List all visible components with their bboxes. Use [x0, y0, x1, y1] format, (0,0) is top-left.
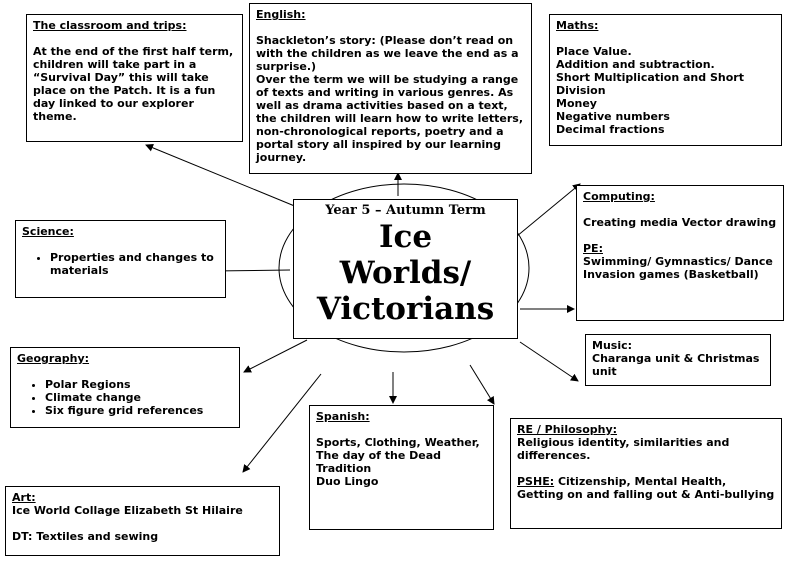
science-list — [22, 251, 219, 277]
english-box — [249, 3, 532, 174]
pshe-heading: PSHE: — [517, 475, 555, 488]
pe-heading: PE: — [583, 242, 603, 255]
spanish-heading: Spanish: — [316, 410, 370, 423]
classroom-heading: The classroom and trips: — [33, 19, 187, 32]
re-text: Religious identity, similarities and differences. — [517, 436, 730, 462]
pshe-text: Citizenship, Mental Health, Getting on and falling out & Anti-bullying — [517, 475, 775, 501]
spanish-text: Sports, Clothing, Weather, The day of the Dead Tradition — [316, 436, 480, 475]
pe-text-games: Invasion games (Basketball) — [583, 268, 759, 281]
art-box — [5, 486, 280, 556]
geography-item: • Climate change — [45, 391, 233, 404]
art-text: Ice World Collage Elizabeth St Hilaire — [12, 504, 243, 517]
arrow-to-re — [470, 365, 494, 404]
maths-item: Decimal fractions — [556, 123, 665, 136]
maths-item: Addition and subtraction. — [556, 58, 715, 71]
spanish-box — [309, 405, 494, 530]
topic-title-line: Victorians — [316, 291, 495, 327]
music-heading: Music: — [592, 339, 633, 352]
english-text-story: Shackleton’s story: (Please don’t read on with the children as we leave the end as a surprise.) — [256, 34, 519, 73]
center-title-box — [293, 199, 518, 339]
science-heading: Science: — [22, 225, 74, 238]
english-heading: English: — [256, 8, 306, 21]
pe-text: Swimming/ Gymnastics/ Dance — [583, 255, 773, 268]
geography-item: • Polar Regions — [45, 378, 233, 391]
maths-item: Short Multiplication and Short Division — [556, 71, 744, 97]
re-heading: RE / Philosophy: — [517, 423, 618, 436]
term-label: Year 5 – Autumn Term — [325, 203, 486, 218]
music-text: Charanga unit & Christmas unit — [592, 352, 760, 378]
computing-heading: Computing: — [583, 190, 655, 203]
science-item: • Properties and changes to materials — [50, 251, 219, 277]
maths-box — [549, 14, 782, 146]
maths-heading: Maths: — [556, 19, 599, 32]
maths-item: Negative numbers — [556, 110, 670, 123]
geography-list — [17, 378, 233, 417]
computing-text: Creating media Vector drawing — [583, 216, 777, 229]
arrow-to-geography — [244, 340, 307, 372]
science-box — [15, 220, 226, 298]
geography-heading: Geography: — [17, 352, 90, 365]
english-text-genres: Over the term we will be studying a range of texts and writing in various genres. As well as drama activities based on a text, the children will learn how to write letters, non-chronological reports, poetry and a portal story all inspired by our learning journey. — [256, 73, 524, 164]
spanish-text-app: Duo Lingo — [316, 475, 379, 488]
maths-item: Money — [556, 97, 597, 110]
geography-item: • Six figure grid references — [45, 404, 233, 417]
arrow-to-music — [520, 342, 578, 381]
re-box — [510, 418, 782, 529]
maths-item: Place Value. — [556, 45, 632, 58]
computing-box — [576, 185, 784, 321]
art-heading: Art: — [12, 491, 36, 504]
classroom-text: At the end of the first half term, children will take part in a “Survival Day” this will take place on the Patch. It is a fun day linked to our explorer theme. — [33, 45, 234, 123]
topic-title-line: Ice — [378, 219, 433, 255]
classroom-box — [26, 14, 243, 142]
music-box — [585, 334, 771, 386]
dt-text: DT: Textiles and sewing — [12, 530, 159, 543]
geography-box — [10, 347, 240, 428]
topic-title-line: Worlds/ — [339, 255, 472, 291]
